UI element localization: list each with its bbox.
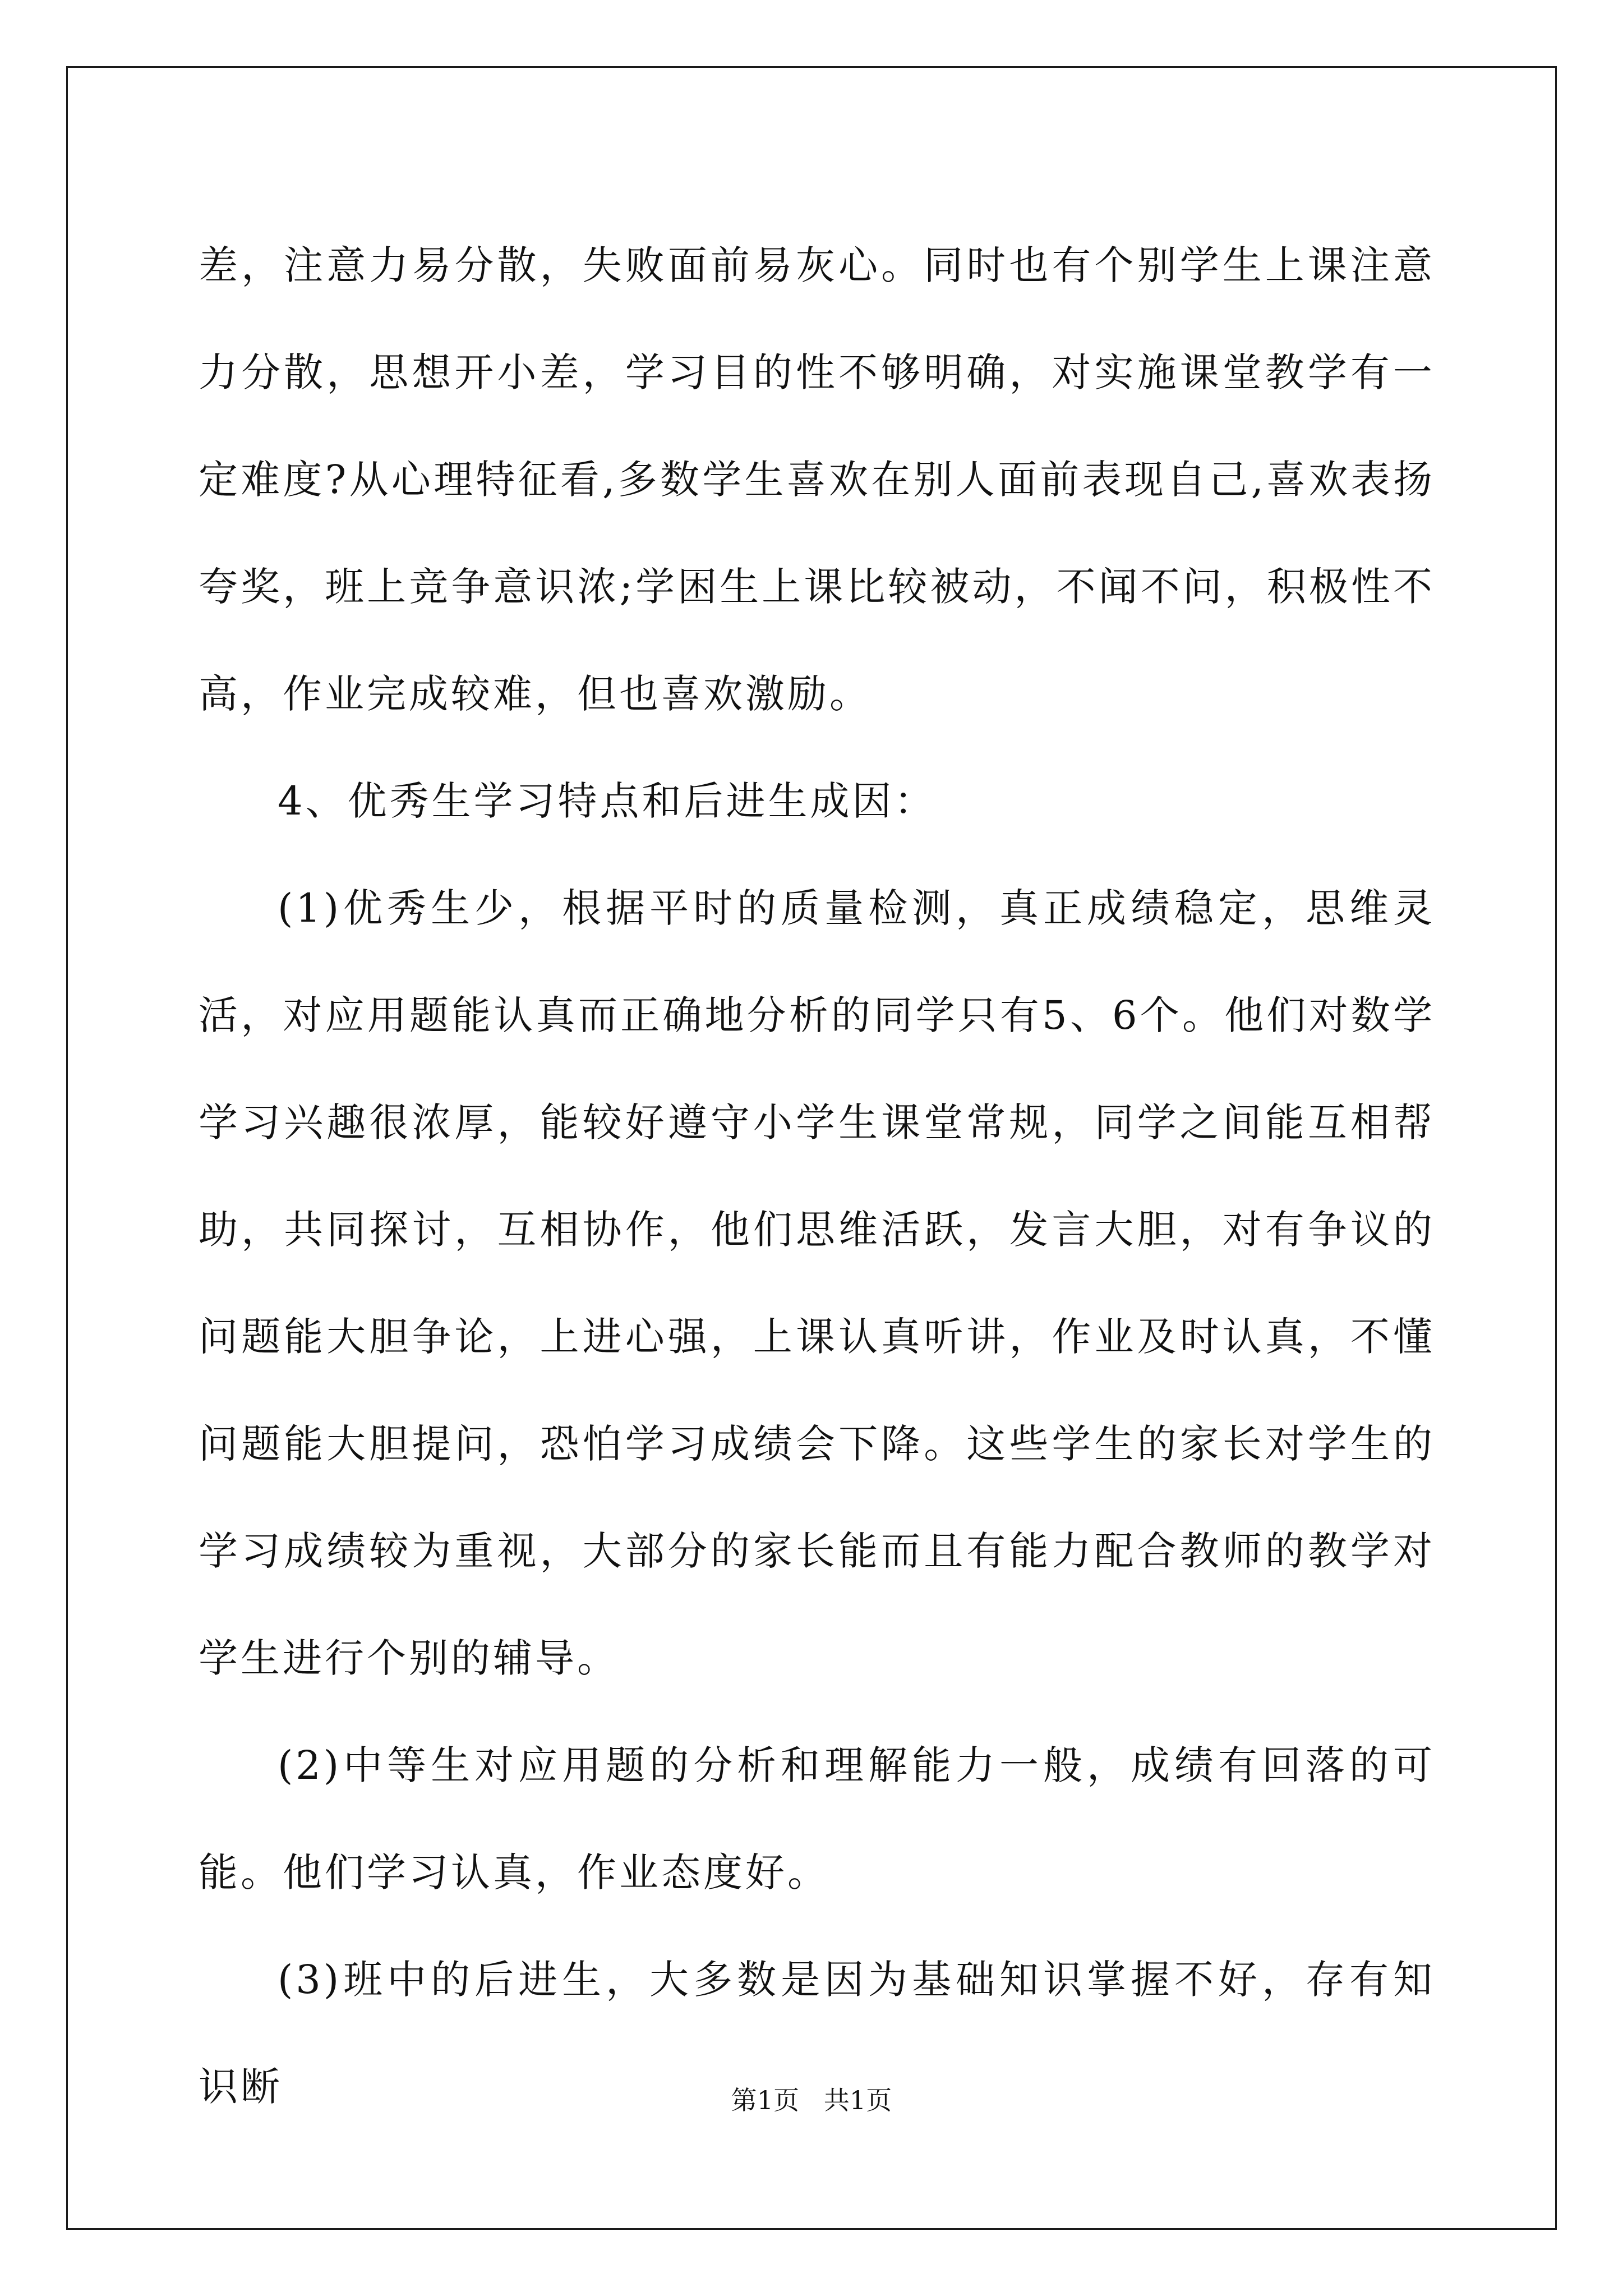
page-footer: 第1页 共1页 [731,2085,892,2115]
paragraph-1: 差，注意力易分散，失败面前易灰心。同时也有个别学生上课注意力分散，思想开小差，学习目的性不够明确，对实施课堂教学有一定难度?从心理特征看,多数学生喜欢在别人面前表现自己,喜欢表扬夸奖，班上竞争意识浓;学困生上课比较被动，不闻不问，积极性不高，作业完成较难，但也喜欢激励。 [199,242,1435,717]
paragraph-3: (1)优秀生少，根据平时的质量检测，真正成绩稳定，思维灵活，对应用题能认真而正确地分析的同学只有5、6个。他们对数学学习兴趣很浓厚，能较好遵守小学生课堂常规，同学之间能互相帮助，共同探讨，互相协作，他们思维活跃，发言大胆，对有争议的问题能大胆争论，上进心强，上课认真听讲，作业及时认真，不懂问题能大胆提问，恐怕学习成绩会下降。这些学生的家长对学生的学习成绩较为重视，大部分的家长能而且有能力配合教师的教学对学生进行个别的辅导。 [199,885,1435,1681]
paragraph-5: (3)班中的后进生，大多数是因为基础知识掌握不好，存有知识断 [199,1957,1435,2110]
document-body [199,212,1435,2141]
paragraph-4: (2)中等生对应用题的分析和理解能力一般，成绩有回落的可能。他们学习认真，作业态度好。 [199,1742,1435,1895]
paragraph-2-heading: 4、优秀生学习特点和后进生成因： [278,778,937,824]
